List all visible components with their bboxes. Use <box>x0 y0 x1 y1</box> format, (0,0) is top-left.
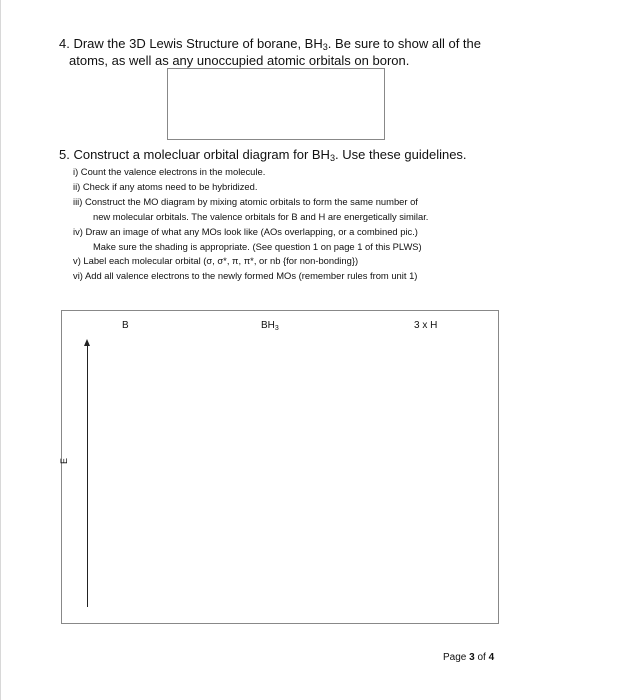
energy-axis <box>87 345 88 607</box>
page-number: Page 3 of 4 <box>443 652 495 663</box>
question-5-title: 5. Construct a molecluar orbital diagram for $BH_3$. Use these guidelines. <box>59 147 467 163</box>
hydrogen-column-label: 3 x H <box>414 320 438 331</box>
guideline-item: iii) Construct the MO diagram by mixing atomic orbitals to form the same number of <box>73 195 418 207</box>
question-4-text-line2: atoms, as well as any unoccupied atomic orbitals on boron. <box>69 53 410 68</box>
guideline-item: ii) Check if any atoms need to be hybridized. <box>73 180 258 192</box>
guideline-item: v) Label each molecular orbital (σ, σ*, π, π*, or nb {for non-bonding}) <box>73 255 359 267</box>
energy-axis-label: E <box>59 457 70 465</box>
guideline-item-continued: Make sure the shading is appropriate. (See question 1 on page 1 of this PLWS) <box>93 240 422 252</box>
guideline-item: iv) Draw an image of what any MOs look like (AOs overlapping, or a combined pic.) <box>73 225 418 237</box>
question-4 <box>59 35 619 69</box>
guideline-item: vi) Add all valence electrons to the newly formed MOs (remember rules from unit 1) <box>73 270 418 282</box>
guideline-item: i) Count the valence electrons in the molecule. <box>73 166 266 177</box>
mo-diagram-answer-box[interactable] <box>61 310 499 624</box>
bh3-column-label: $BH_3$ <box>261 320 279 332</box>
guideline-item-continued: new molecular orbitals. The valence orbitals for B and H are energetically similar. <box>93 210 429 222</box>
guideline-list <box>73 165 613 284</box>
boron-column-label: B <box>122 320 129 331</box>
lewis-structure-answer-box[interactable] <box>167 68 385 140</box>
question-4-text: 4. Draw the 3D Lewis Structure of borane, $BH_3$. Be sure to show all of the <box>59 36 481 52</box>
